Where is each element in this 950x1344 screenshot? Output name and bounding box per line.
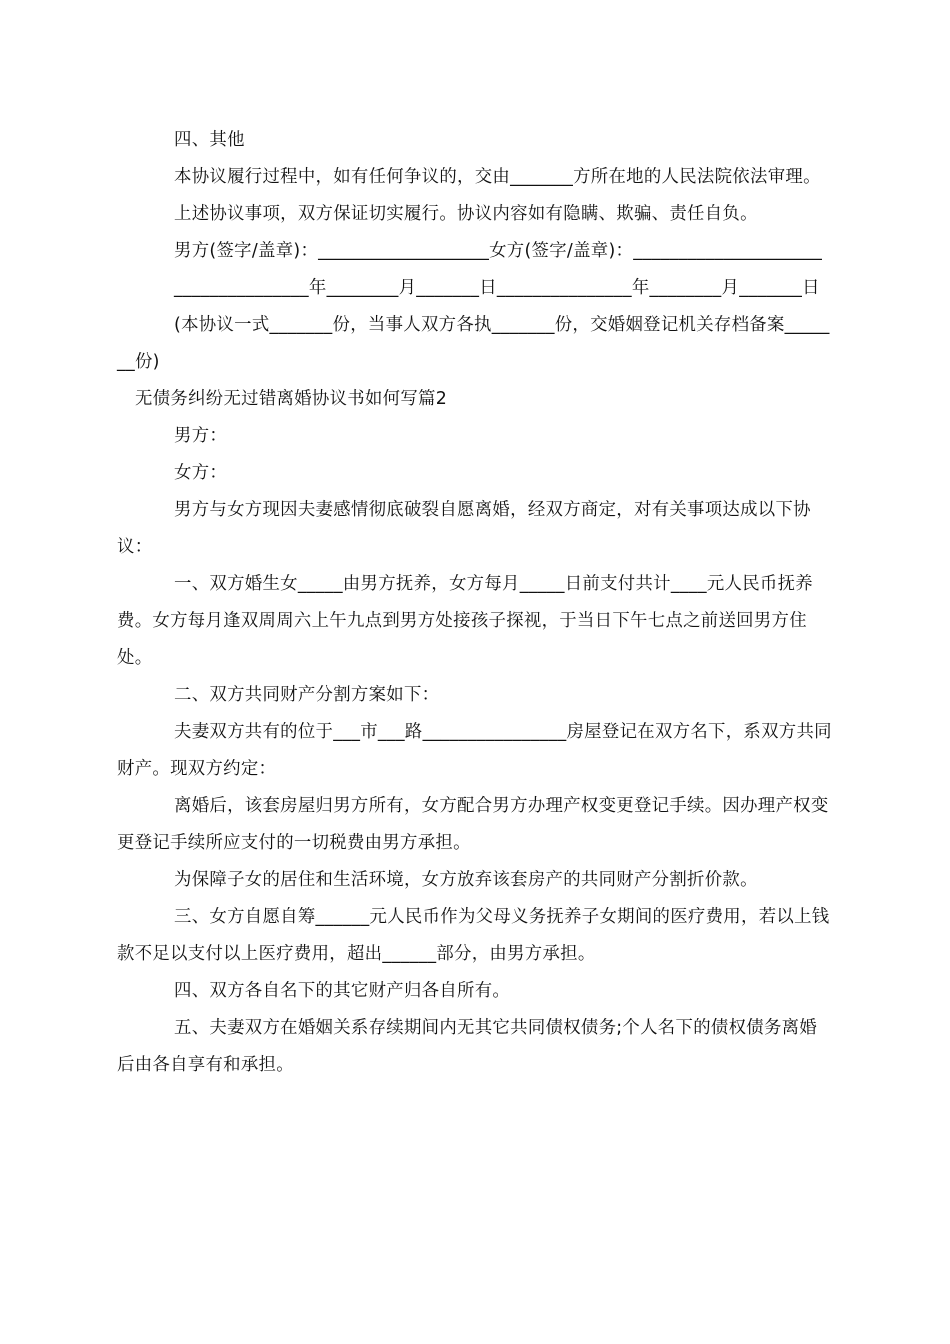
property-children-note: 为保障子女的居住和生活环境，女方放弃该套房产的共同财产分割折价款。 xyxy=(174,870,758,890)
date-line: _______________年________月_______日_______________年________月_______日 xyxy=(174,278,820,298)
dispute-clause: 本协议履行过程中，如有任何争议的，交由_______方所在地的人民法院依法审理。 xyxy=(174,167,821,187)
item-debts: 五、夫妻双方在婚姻关系存续期间内无其它共同债权债务;个人名下的债权债务离婚后由各自享有和承担。 xyxy=(117,1018,818,1075)
item-medical-fund: 三、女方自愿自筹______元人民币作为父母义务抚养子女期间的医疗费用，若以上钱款不足以支付以上医疗费用，超出______部分，由男方承担。 xyxy=(117,907,830,964)
copies-note: (本协议一式_______份，当事人双方各执_______份，交婚姻登记机关存档备案_______份) xyxy=(117,315,830,372)
section-heading-other: 四、其他 xyxy=(174,130,245,150)
document-body xyxy=(117,122,833,1084)
property-after-divorce: 离婚后，该套房屋归男方所有，女方配合男方办理产权变更登记手续。因办理产权变更登记手续所应支付的一切税费由男方承担。 xyxy=(117,796,829,853)
property-house: 夫妻双方共有的位于___市___路________________房屋登记在双方名下，系双方共同财产。现双方约定： xyxy=(117,722,832,779)
man-label: 男方： xyxy=(174,426,228,446)
item-own-property: 四、双方各自名下的其它财产归各自所有。 xyxy=(174,981,511,1001)
article-2-title: 无债务纠纷无过错离婚协议书如何写篇2 xyxy=(135,389,448,409)
agreement-intro: 男方与女方现因夫妻感情彻底破裂自愿离婚，经双方商定，对有关事项达成以下协议： xyxy=(117,500,811,557)
guarantee-clause: 上述协议事项，双方保证切实履行。协议内容如有隐瞒、欺骗、责任自负。 xyxy=(174,204,758,224)
item-custody: 一、双方婚生女_____由男方抚养，女方每月_____日前支付共计____元人民币抚养费。女方每月逢双周周六上午九点到男方处接孩子探视，于当日下午七点之前送回男方住处。 xyxy=(117,574,813,668)
woman-label: 女方： xyxy=(174,463,228,483)
signature-line: 男方(签字/盖章)：___________________女方(签字/盖章)：_____________________ xyxy=(174,241,823,261)
item-property-heading: 二、双方共同财产分割方案如下： xyxy=(174,685,440,705)
